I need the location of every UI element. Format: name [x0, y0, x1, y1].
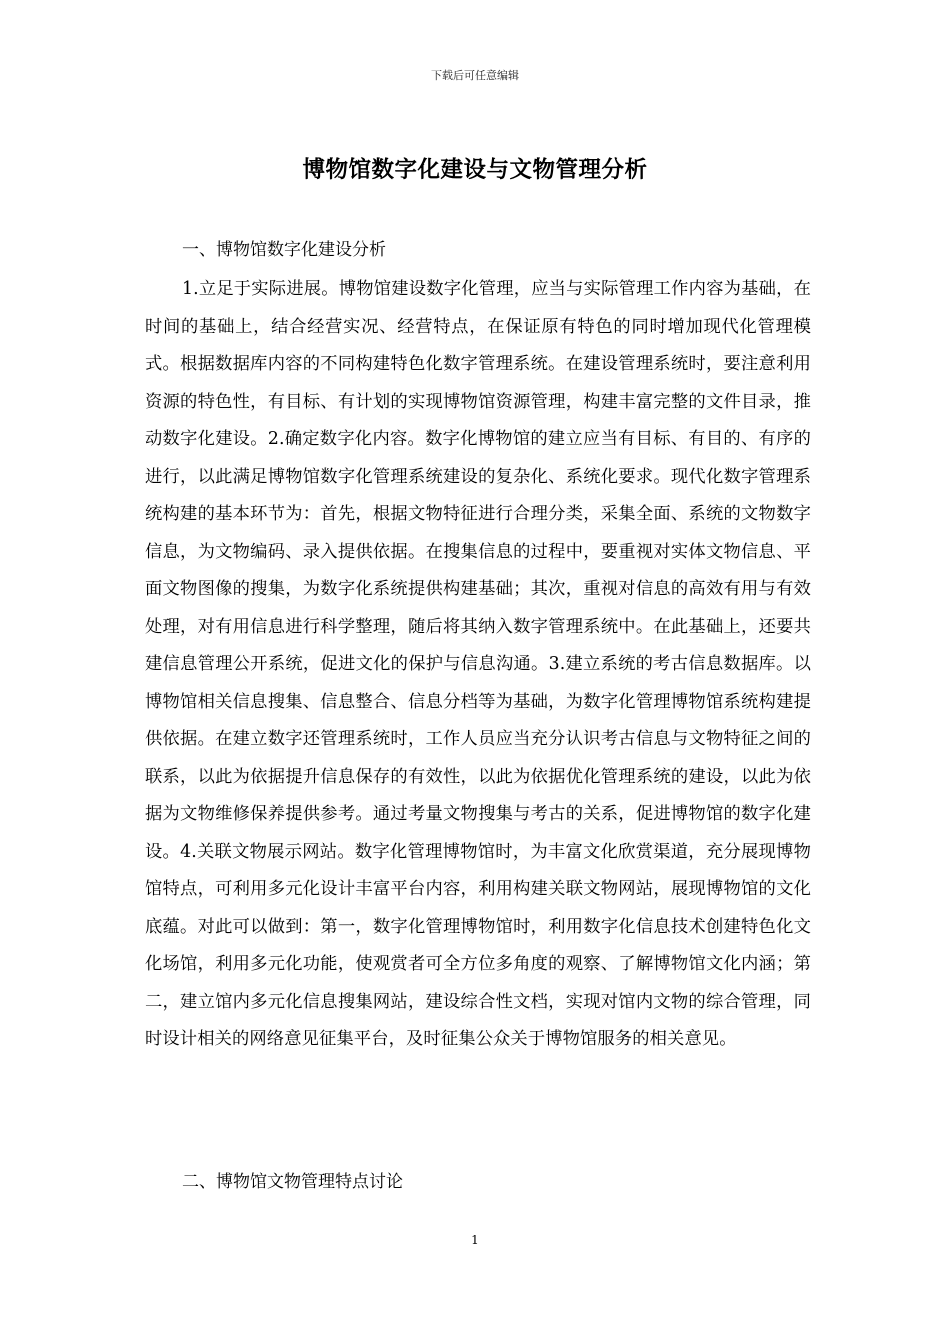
section-heading-1: 一、博物馆数字化建设分析: [182, 240, 386, 260]
page-number: 1: [471, 1233, 479, 1247]
document-title: 博物馆数字化建设与文物管理分析: [302, 157, 648, 183]
header-note: 下载后可任意编辑: [431, 69, 519, 82]
section-heading-2: 二、博物馆文物管理特点讨论: [182, 1172, 403, 1192]
section-1-paragraph: 1.立足于实际进展。博物馆建设数字化管理，应当与实际管理工作内容为基础，在时间的基础上，结合经营实况、经营特点，在保证原有特色的同时增加现代化管理模式。根据数据库内容的不同构建特色化数字管理系统。在建设管理系统时，要注意利用资源的特色性，有目标、有计划的实现博物馆资源管理，构建丰富完整的文件目录，推动数字化建设。2.确定数字化内容。数字化博物馆的建立应当有目标、有目的、有序的进行，以此满足博物馆数字化管理系统建设的复杂化、系统化要求。现代化数字管理系统构建的基本环节为：首先，根据文物特征进行合理分类，采集全面、系统的文物数字信息，为文物编码、录入提供依据。在搜集信息的过程中，要重视对实体文物信息、平面文物图像的搜集，为数字化系统提供构建基础；其次，重视对信息的高效有用与有效处理，对有用信息进行科学整理，随后将其纳入数字管理系统中。在此基础上，还要共建信息管理公开系统，促进文化的保护与信息沟通。3.建立系统的考古信息数据库。以博物馆相关信息搜集、信息整合、信息分档等为基础，为数字化管理博物馆系统构建提供依据。在建立数字还管理系统时，工作人员应当充分认识考古信息与文物特征之间的联系，以此为依据提升信息保存的有效性，以此为依据优化管理系统的建设，以此为依据为文物维修保养提供参考。通过考量文物搜集与考古的关系，促进博物馆的数字化建设。4.关联文物展示网站。数字化管理博物馆时，为丰富文化欣赏渠道，充分展现博物馆特点，可利用多元化设计丰富平台内容，利用构建关联文物网站，展现博物馆的文化底蕴。对此可以做到：第一，数字化管理博物馆时，利用数字化信息技术创建特色化文化场馆，利用多元化功能，使观赏者可全方位多角度的观察、了解博物馆文化内涵；第二，建立馆内多元化信息搜集网站，建设综合性文档，实现对馆内文物的综合管理，同时设计相关的网络意见征集平台，及时征集公众关于博物馆服务的相关意见。: [145, 279, 811, 1049]
